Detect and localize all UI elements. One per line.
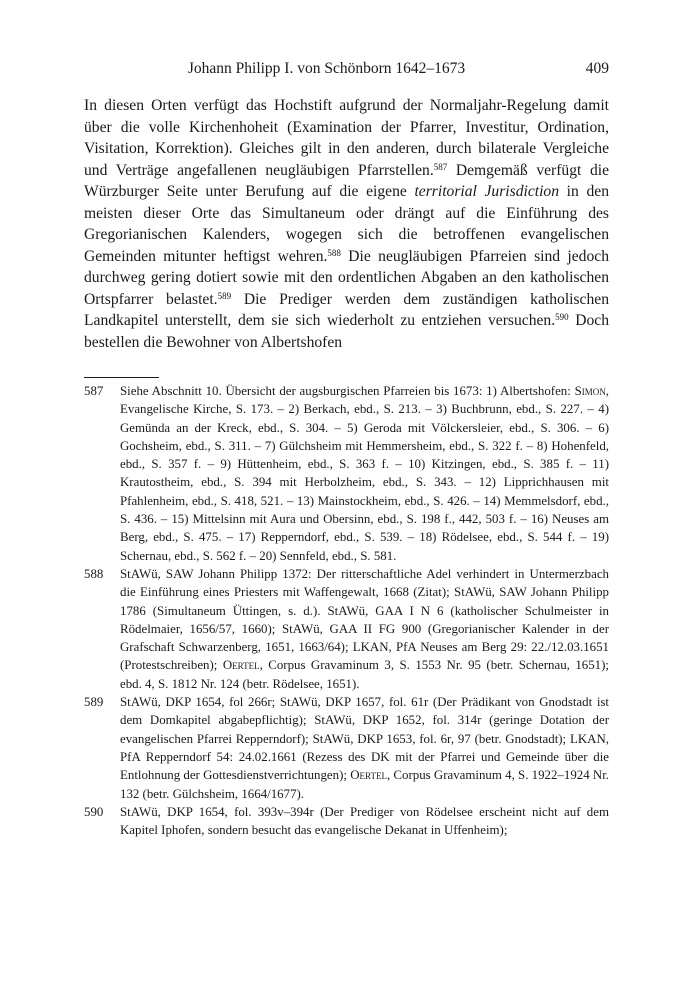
body-text-segment: In diesen Orten verfügt das Hochstift aufgrund der Normaljahr-Regelung damit über die volle Kirchenhoheit (Examination der Pfarrer, Investitur, Ordination, Visitation, Korrektion). Gleiches gilt in den anderen, durch bilaterale Vergleiche und Verträge angefallenen neugläubigen Pfarrstellen.: [84, 97, 609, 179]
footnote-number: 587: [84, 384, 104, 398]
footnote-ref-590[interactable]: 590: [555, 312, 569, 322]
footnote-text: Siehe Abschnitt 10. Übersicht der augsburgischen Pfarreien bis 1673: 1) Albertshofen:: [120, 384, 575, 398]
footnote-text: StAWü, DKP 1654, fol. 393v–394r (Der Prediger von Rödelsee erscheint nicht auf dem Kapitel Iphofen, sondern besucht das evangelische Dekanat in Uffenheim);: [120, 804, 609, 838]
footnote-text: , Corpus Gravaminum 3, S. 1553 Nr. 95 (betr. Schernau, 1651); ebd. 4, S. 1812 Nr. 124 (betr. Rödelsee, 1651).: [120, 658, 609, 691]
body-text-segment: Doch bestellen die Bewohner von Albertshofen: [84, 312, 609, 351]
body-text-segment: Die Prediger werden dem zuständigen katholischen Landkapitel unterstellt, dem sie sich wiederholt zu entziehen versuchen.: [84, 290, 609, 329]
page-number: 409: [585, 60, 609, 77]
footnote-number: 589: [84, 695, 104, 710]
footnote-ref-589[interactable]: 589: [217, 290, 232, 301]
body-text-segment: Demgemäß verfügt die Würzburger Seite unter Berufung auf die eigene: [84, 161, 609, 200]
footnote-587: [84, 382, 609, 565]
footnote-number: 588: [84, 566, 104, 581]
italic-term: territorial Jurisdiction: [414, 183, 560, 200]
footnote-number: 590: [84, 804, 104, 819]
author-name: Oertel: [350, 768, 387, 783]
footnote-ref-587[interactable]: 587: [433, 161, 448, 172]
footnote-590: [84, 803, 609, 840]
footnote-text: StAWü, SAW Johann Philipp 1372: Der ritterschaftliche Adel verhindert in Untermerzbach die Einführung eines Priesters mit Waffengewalt, 1668 (Zitat); StAWü, SAW Johann Philipp 1786 (Simultaneum Üttingen, s. d.). StAWü, GAA I N 6 (katholischer Schulmeister in Rödelmaier, 1656/57, 1660); StAWü, GAA II FG 900 (Gregorianischer Kalender in der Grafschaft Schwarzenberg, 1651, 1663/64); LKAN, PfA Neuses am Berg 29: 22./12.03.1651 (Protestschreiben);: [120, 566, 609, 673]
author-name: Simon: [574, 384, 606, 398]
running-title: Johann Philipp I. von Schönborn 1642–1673: [187, 60, 466, 77]
body-text-segment: Die neugläubigen Pfarreien sind jedoch durchweg gering dotiert sowie mit den ordentlichen Abgaben an den katholischen Ortspfarrer belastet.: [84, 247, 609, 308]
footnote-separator: [84, 377, 159, 378]
footnote-588: [84, 565, 609, 693]
running-head: [84, 60, 609, 82]
main-paragraph: [84, 95, 609, 353]
body-text-segment: in den meisten dieser Orte das Simultaneum oder drängt auf die Einführung des Gregorianischen Kalenders, wogegen sich die betroffenen evangelischen Gemeinden mitunter heftigst wehren.: [84, 183, 609, 265]
footnote-text: , Corpus Gravaminum 4, S. 1922–1924 Nr. 132 (betr. Gülchsheim, 1664/1677).: [120, 768, 609, 801]
author-name: Oertel: [222, 658, 260, 673]
footnote-ref-588[interactable]: 588: [327, 247, 341, 258]
footnotes: [84, 382, 609, 839]
footnote-text: , Evangelische Kirche, S. 173. – 2) Berkach, ebd., S. 213. – 3) Buchbrunn, ebd., S. 227. – 4) Gemünda an der Kreck, ebd., S. 304. – 5) Geroda mit Völckersleier, ebd., S. 306. – 6) Gochsheim, ebd., S. 311. – 7) Gülchsheim mit Hemmersheim, ebd., S. 322 f. – 8) Hohenfeld, ebd., S. 357 f. – 9) Hüttenheim, ebd., S. 363 f. – 10) Kitzingen, ebd., S. 385 f. – 11) Krautostheim, ebd., S. 394 mit Herbolzheim, ebd., S. 343. – 12) Lipprichhausen mit Pfahlenheim, ebd., S. 418, 521. – 13) Mainstockheim, ebd., S. 426. – 14) Memmelsdorf, ebd., S. 436. – 15) Mittelsinn mit Aura und Obersinn, ebd., S. 198 f., 442, 503 f. – 16) Neuses am Berg, ebd., S. 475. – 17) Repperndorf, ebd., S. 539. – 18) Rödelsee, ebd., S. 544 f. – 19) Schernau, ebd., S. 562 f. – 20) Sennfeld, ebd., S. 581.: [120, 384, 609, 563]
footnote-589: [84, 693, 609, 803]
footnote-text: StAWü, DKP 1654, fol 266r; StAWü, DKP 1657, fol. 61r (Der Prädikant von Gnodstadt ist dem Domkapitel abgabepflichtig); StAWü, DKP 1652, fol. 314r (geringe Dotation der evangelischen Pfarrei Repperndorf); StAWü, DKP 1653, fol. 6r, 97 (betr. Gnodstadt); LKAN, PfA Repperndorf 54: 24.02.1661 (Rezess des DK mit der Pfarrei und Gemeinde über die Entlohnung der Gottesdienstverrichtungen);: [120, 695, 609, 783]
